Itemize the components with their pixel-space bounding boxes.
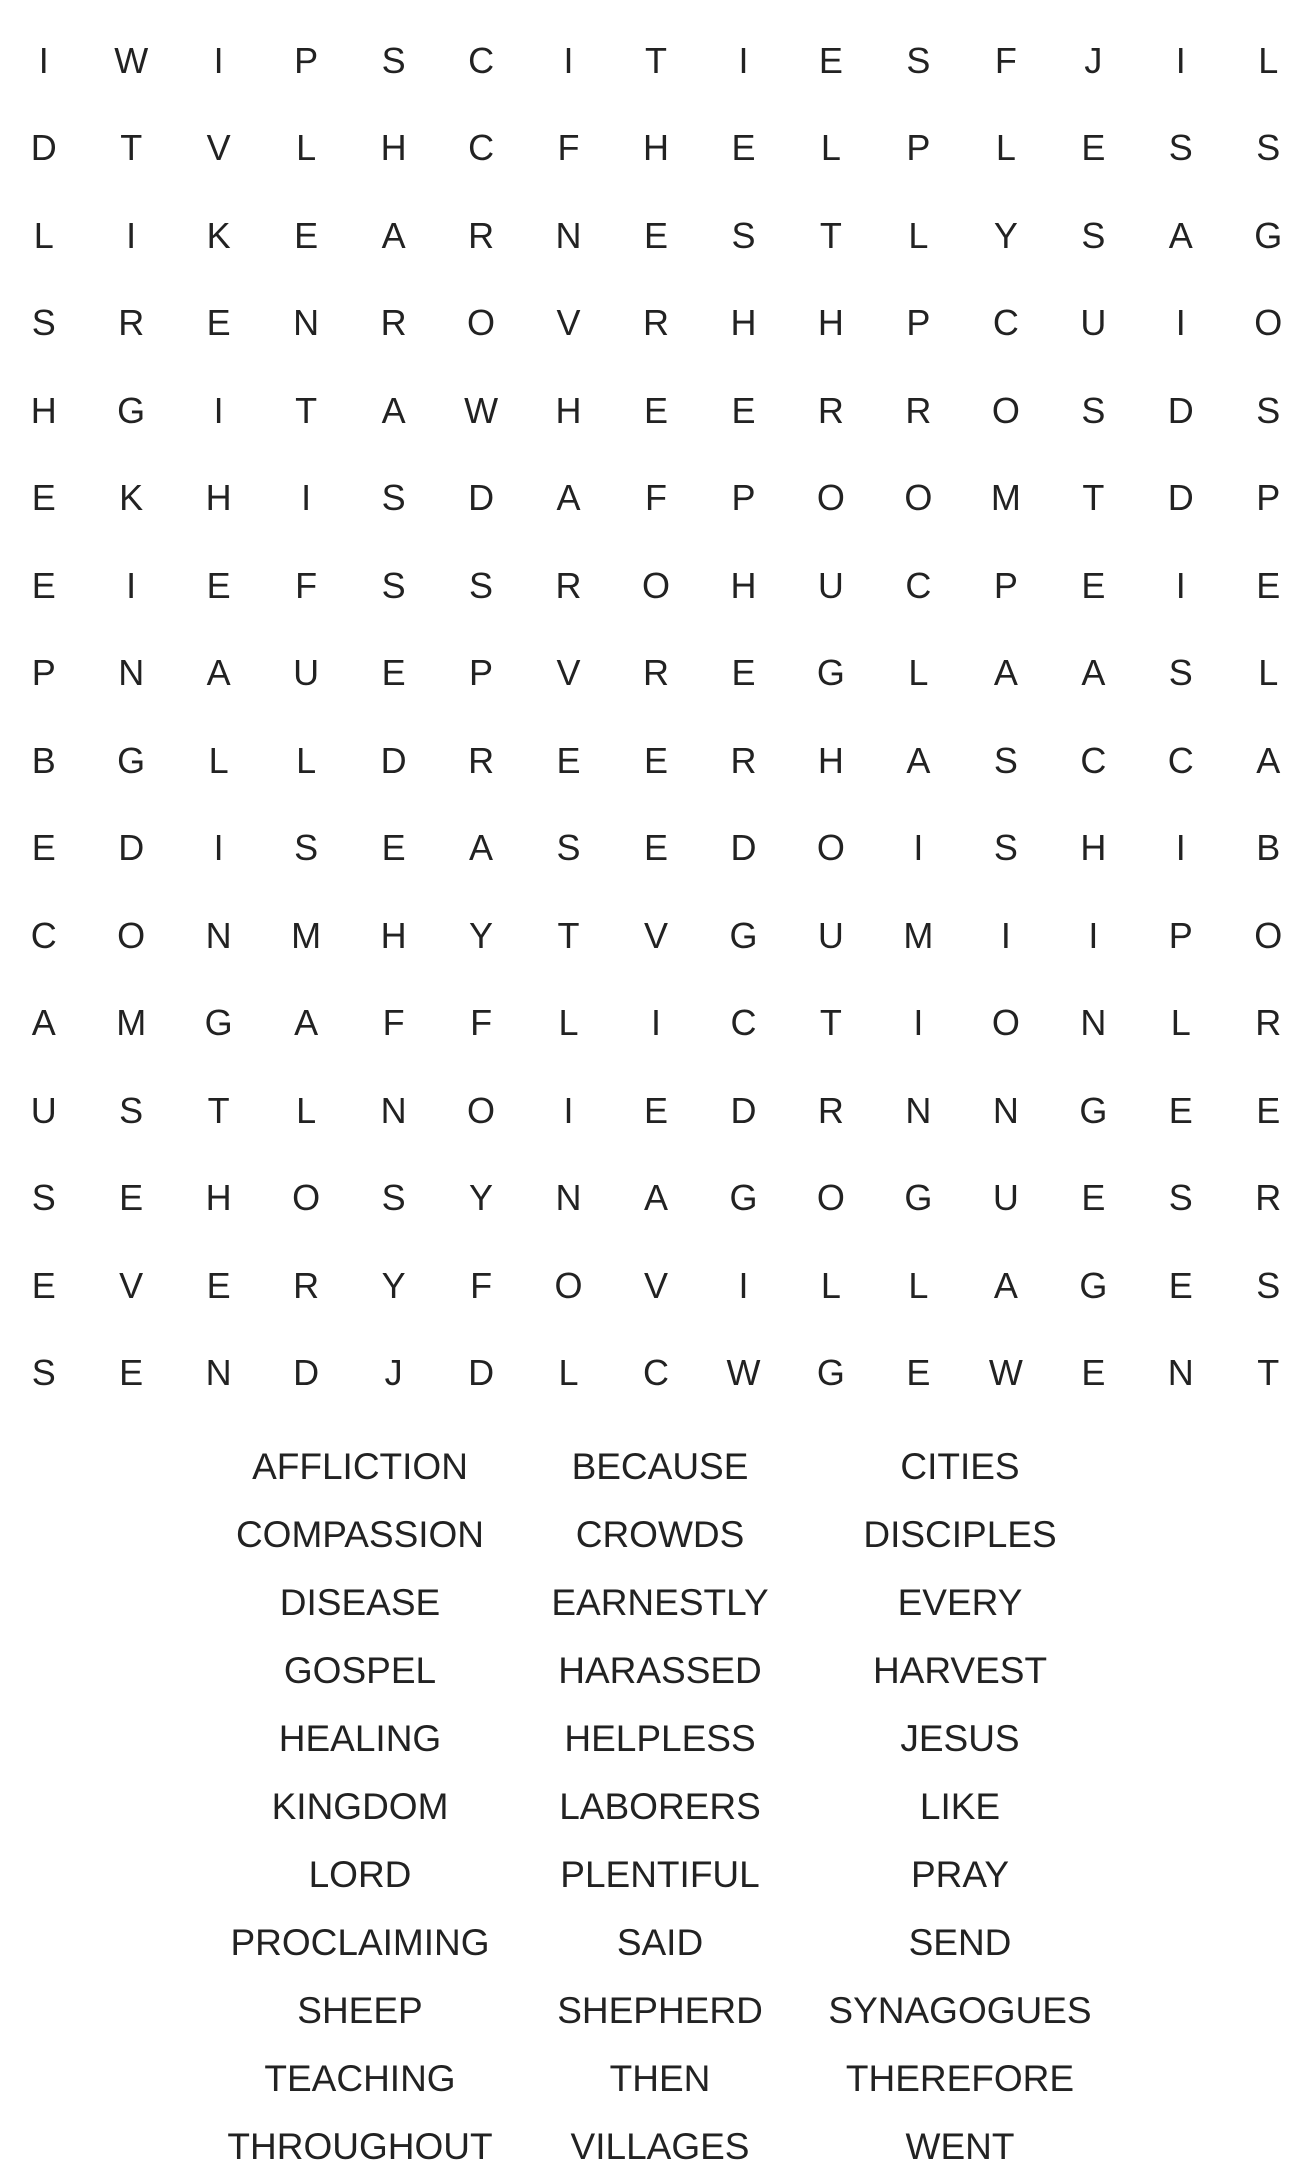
grid-cell[interactable]: L: [558, 1352, 579, 1394]
grid-cell[interactable]: A: [1256, 739, 1281, 781]
grid-cell[interactable]: E: [906, 1352, 931, 1394]
grid-cell[interactable]: T: [295, 389, 318, 431]
word-list-item: BECAUSE: [571, 1445, 749, 1487]
grid-cell[interactable]: V: [119, 1264, 144, 1306]
grid-cell[interactable]: T: [819, 1002, 842, 1044]
grid-cell[interactable]: N: [205, 1352, 232, 1394]
grid-cell[interactable]: E: [206, 302, 231, 344]
grid-cell[interactable]: C: [1080, 739, 1107, 781]
grid-cell[interactable]: L: [33, 214, 54, 256]
grid-cell[interactable]: N: [905, 1089, 932, 1131]
grid-cell[interactable]: S: [556, 827, 581, 869]
grid-cell[interactable]: E: [643, 827, 668, 869]
grid-cell[interactable]: H: [380, 914, 407, 956]
word-list-item: EARNESTLY: [551, 1581, 769, 1623]
grid-cell[interactable]: A: [993, 1264, 1018, 1306]
grid-cell[interactable]: V: [643, 1264, 668, 1306]
grid-cell[interactable]: S: [1168, 652, 1193, 694]
grid-cell[interactable]: O: [816, 1177, 845, 1219]
grid-cell[interactable]: H: [730, 564, 757, 606]
word-list-item: SEND: [908, 1921, 1012, 1963]
grid-cell[interactable]: S: [469, 564, 494, 606]
grid-cell[interactable]: E: [643, 389, 668, 431]
word-list-item: THEREFORE: [845, 2057, 1075, 2099]
grid-cell[interactable]: B: [31, 739, 56, 781]
word-list-item: SYNAGOGUES: [828, 1989, 1092, 2031]
grid-cell[interactable]: I: [213, 827, 224, 869]
grid-cell[interactable]: S: [1256, 1264, 1281, 1306]
grid-cell[interactable]: V: [206, 127, 231, 169]
grid-cell[interactable]: N: [555, 214, 582, 256]
grid-cell[interactable]: W: [988, 1352, 1023, 1394]
grid-cell[interactable]: I: [126, 214, 137, 256]
word-list-item: GOSPEL: [283, 1649, 437, 1691]
grid-cell[interactable]: E: [31, 827, 56, 869]
grid-cell[interactable]: I: [1175, 39, 1186, 81]
grid-cell[interactable]: S: [1256, 389, 1281, 431]
grid-cell[interactable]: T: [120, 127, 143, 169]
grid-cell[interactable]: U: [992, 1177, 1019, 1219]
grid-cell[interactable]: A: [31, 1002, 56, 1044]
grid-cell[interactable]: I: [738, 1264, 749, 1306]
grid-cell[interactable]: N: [1080, 1002, 1107, 1044]
grid-cell[interactable]: D: [1167, 389, 1194, 431]
word-list-item: SHEPHERD: [557, 1989, 763, 2031]
word-list-item: DISEASE: [279, 1581, 441, 1623]
grid-cell[interactable]: E: [119, 1177, 144, 1219]
grid-cell[interactable]: I: [1000, 914, 1011, 956]
grid-cell[interactable]: U: [817, 914, 844, 956]
grid-cell[interactable]: R: [1255, 1002, 1282, 1044]
grid-cell[interactable]: I: [38, 39, 49, 81]
grid-cell[interactable]: E: [381, 652, 406, 694]
grid-cell[interactable]: R: [905, 389, 932, 431]
grid-cell[interactable]: G: [117, 739, 146, 781]
word-bank: [210, 1432, 1110, 2180]
word-list-item: HEALING: [278, 1717, 442, 1759]
grid-cell[interactable]: F: [644, 477, 667, 519]
grid-cell[interactable]: M: [990, 477, 1021, 519]
grid-cell[interactable]: S: [119, 1089, 144, 1131]
grid-cell[interactable]: L: [558, 1002, 579, 1044]
grid-cell[interactable]: C: [905, 564, 932, 606]
grid-cell[interactable]: S: [1168, 127, 1193, 169]
grid-cell[interactable]: C: [992, 302, 1019, 344]
grid-cell[interactable]: I: [1088, 914, 1099, 956]
word-list-item: SAID: [616, 1921, 704, 1963]
grid-cell[interactable]: E: [818, 39, 843, 81]
grid-cell[interactable]: R: [817, 1089, 844, 1131]
grid-cell[interactable]: E: [31, 477, 56, 519]
grid-cell[interactable]: M: [903, 914, 934, 956]
grid-cell[interactable]: A: [469, 827, 494, 869]
grid-cell[interactable]: P: [731, 477, 756, 519]
grid-cell[interactable]: E: [1081, 1352, 1106, 1394]
word-list-item: CROWDS: [575, 1513, 745, 1555]
grid-cell[interactable]: L: [820, 127, 841, 169]
grid-cell[interactable]: T: [1082, 477, 1105, 519]
grid-cell[interactable]: S: [294, 827, 319, 869]
grid-cell[interactable]: H: [730, 302, 757, 344]
grid-cell[interactable]: O: [554, 1264, 583, 1306]
grid-cell[interactable]: E: [294, 214, 319, 256]
word-list-item: LABORERS: [559, 1785, 761, 1827]
word-list-item: SHEEP: [297, 1989, 423, 2031]
word-list-item: JESUS: [900, 1717, 1020, 1759]
word-list-item: HARVEST: [872, 1649, 1048, 1691]
grid-cell[interactable]: U: [817, 564, 844, 606]
grid-cell[interactable]: C: [730, 1002, 757, 1044]
word-list-item: PLENTIFUL: [560, 1853, 760, 1895]
grid-cell[interactable]: H: [642, 127, 669, 169]
grid-cell[interactable]: S: [993, 827, 1018, 869]
grid-cell[interactable]: G: [1254, 214, 1283, 256]
grid-cell[interactable]: N: [293, 302, 320, 344]
grid-cell[interactable]: D: [468, 1352, 495, 1394]
grid-cell[interactable]: A: [381, 214, 406, 256]
word-list-item: HELPLESS: [564, 1717, 756, 1759]
grid-cell[interactable]: I: [913, 827, 924, 869]
grid-cell[interactable]: L: [908, 1264, 929, 1306]
grid-cell[interactable]: Y: [469, 1177, 494, 1219]
word-list-item: EVERY: [897, 1581, 1023, 1623]
word-list-item: WENT: [905, 2125, 1015, 2167]
grid-cell[interactable]: L: [1258, 652, 1279, 694]
grid-cell[interactable]: R: [1255, 1177, 1282, 1219]
word-list-item: VILLAGES: [570, 2125, 750, 2167]
grid-cell[interactable]: O: [467, 302, 496, 344]
grid-cell[interactable]: R: [555, 564, 582, 606]
grid-cell[interactable]: V: [556, 302, 581, 344]
grid-cell[interactable]: O: [1254, 302, 1283, 344]
grid-cell[interactable]: R: [118, 302, 145, 344]
grid-cell[interactable]: O: [641, 564, 670, 606]
grid-cell[interactable]: D: [730, 1089, 757, 1131]
grid-cell[interactable]: O: [816, 827, 845, 869]
grid-cell[interactable]: N: [380, 1089, 407, 1131]
grid-cell[interactable]: S: [31, 302, 56, 344]
grid-cell[interactable]: E: [556, 739, 581, 781]
grid-cell[interactable]: D: [293, 1352, 320, 1394]
word-list-item: LORD: [308, 1853, 412, 1895]
grid-cell[interactable]: S: [31, 1177, 56, 1219]
grid-cell[interactable]: P: [906, 127, 931, 169]
grid-cell[interactable]: R: [642, 652, 669, 694]
grid-cell[interactable]: I: [213, 39, 224, 81]
grid-cell[interactable]: E: [1256, 1089, 1281, 1131]
grid-cell[interactable]: P: [294, 39, 319, 81]
grid-cell[interactable]: J: [1084, 39, 1103, 81]
grid-cell[interactable]: C: [642, 1352, 669, 1394]
word-list-item: PRAY: [910, 1853, 1009, 1895]
grid-cell[interactable]: O: [467, 1089, 496, 1131]
grid-cell[interactable]: N: [205, 914, 232, 956]
grid-cell[interactable]: E: [1081, 1177, 1106, 1219]
grid-cell[interactable]: G: [816, 652, 845, 694]
grid-cell[interactable]: H: [555, 389, 582, 431]
grid-cell[interactable]: G: [117, 389, 146, 431]
grid-cell[interactable]: L: [296, 1089, 317, 1131]
grid-cell[interactable]: A: [643, 1177, 668, 1219]
grid-cell[interactable]: A: [1168, 214, 1193, 256]
grid-cell[interactable]: A: [556, 477, 581, 519]
grid-cell[interactable]: S: [381, 564, 406, 606]
grid-cell[interactable]: V: [556, 652, 581, 694]
grid-cell[interactable]: H: [817, 302, 844, 344]
word-list-item: KINGDOM: [271, 1785, 449, 1827]
grid-cell[interactable]: K: [119, 477, 144, 519]
grid-cell[interactable]: T: [1257, 1352, 1280, 1394]
grid-cell[interactable]: E: [643, 1089, 668, 1131]
word-list-item: DISCIPLES: [863, 1513, 1057, 1555]
grid-cell[interactable]: C: [30, 914, 57, 956]
grid-cell[interactable]: D: [730, 827, 757, 869]
grid-cell[interactable]: P: [1256, 477, 1281, 519]
grid-cell[interactable]: I: [1175, 827, 1186, 869]
grid-cell[interactable]: E: [1168, 1089, 1193, 1131]
grid-cell[interactable]: F: [470, 1002, 493, 1044]
word-list-item: TEACHING: [264, 2057, 456, 2099]
grid-cell[interactable]: R: [730, 739, 757, 781]
grid-cell[interactable]: S: [1256, 127, 1281, 169]
grid-cell[interactable]: F: [470, 1264, 493, 1306]
grid-cell[interactable]: E: [731, 389, 756, 431]
grid-cell[interactable]: S: [906, 39, 931, 81]
grid-cell[interactable]: U: [293, 652, 320, 694]
grid-cell[interactable]: G: [904, 1177, 933, 1219]
grid-cell[interactable]: S: [381, 1177, 406, 1219]
grid-cell[interactable]: I: [126, 564, 137, 606]
grid-cell[interactable]: A: [381, 389, 406, 431]
grid-cell[interactable]: G: [204, 1002, 233, 1044]
grid-cell[interactable]: P: [906, 302, 931, 344]
grid-cell[interactable]: H: [205, 477, 232, 519]
grid-cell[interactable]: I: [1175, 302, 1186, 344]
grid-cell[interactable]: W: [114, 39, 149, 81]
grid-cell[interactable]: T: [207, 1089, 230, 1131]
grid-cell[interactable]: N: [992, 1089, 1019, 1131]
grid-cell[interactable]: G: [816, 1352, 845, 1394]
grid-cell[interactable]: O: [816, 477, 845, 519]
grid-cell[interactable]: Y: [993, 214, 1018, 256]
grid-cell[interactable]: I: [1175, 564, 1186, 606]
grid-cell[interactable]: S: [1081, 214, 1106, 256]
grid-cell[interactable]: F: [295, 564, 318, 606]
grid-cell[interactable]: L: [1170, 1002, 1191, 1044]
grid-cell[interactable]: W: [726, 1352, 761, 1394]
grid-cell[interactable]: A: [294, 1002, 319, 1044]
grid-cell[interactable]: D: [380, 739, 407, 781]
grid-cell[interactable]: C: [1167, 739, 1194, 781]
grid-cell[interactable]: I: [738, 39, 749, 81]
grid-cell[interactable]: L: [208, 739, 229, 781]
grid-cell[interactable]: O: [991, 389, 1020, 431]
grid-cell[interactable]: R: [817, 389, 844, 431]
grid-cell[interactable]: S: [1168, 1177, 1193, 1219]
word-list-item: THROUGHOUT: [227, 2125, 493, 2167]
grid-cell[interactable]: M: [116, 1002, 147, 1044]
grid-cell[interactable]: E: [643, 214, 668, 256]
grid-cell[interactable]: R: [642, 302, 669, 344]
grid-cell[interactable]: I: [563, 1089, 574, 1131]
grid-cell[interactable]: G: [729, 914, 758, 956]
word-list-item: THEN: [609, 2057, 711, 2099]
grid-cell[interactable]: S: [993, 739, 1018, 781]
grid-cell[interactable]: R: [380, 302, 407, 344]
grid-cell[interactable]: C: [468, 127, 495, 169]
grid-cell[interactable]: D: [30, 127, 57, 169]
grid-cell[interactable]: N: [555, 1177, 582, 1219]
grid-cell[interactable]: S: [1081, 389, 1106, 431]
grid-cell[interactable]: D: [1167, 477, 1194, 519]
grid-cell[interactable]: E: [1081, 127, 1106, 169]
word-list-item: AFFLICTION: [252, 1445, 468, 1487]
grid-cell[interactable]: A: [993, 652, 1018, 694]
grid-cell[interactable]: D: [468, 477, 495, 519]
grid-cell[interactable]: P: [1168, 914, 1193, 956]
grid-cell[interactable]: O: [991, 1002, 1020, 1044]
word-list-item: CITIES: [900, 1445, 1020, 1487]
grid-cell[interactable]: E: [731, 127, 756, 169]
grid-cell[interactable]: I: [213, 389, 224, 431]
grid-cell[interactable]: Y: [381, 1264, 406, 1306]
word-list-item: COMPASSION: [235, 1513, 485, 1555]
grid-cell[interactable]: Y: [469, 914, 494, 956]
grid-cell[interactable]: R: [468, 214, 495, 256]
grid-cell[interactable]: L: [995, 127, 1016, 169]
grid-cell[interactable]: O: [904, 477, 933, 519]
grid-cell[interactable]: U: [1080, 302, 1107, 344]
grid-cell[interactable]: F: [557, 127, 580, 169]
grid-cell[interactable]: C: [468, 39, 495, 81]
grid-cell[interactable]: P: [469, 652, 494, 694]
grid-cell[interactable]: E: [206, 564, 231, 606]
grid-cell[interactable]: L: [908, 214, 929, 256]
grid-cell[interactable]: K: [206, 214, 231, 256]
grid-cell[interactable]: J: [384, 1352, 403, 1394]
grid-cell[interactable]: S: [381, 39, 406, 81]
grid-cell[interactable]: E: [643, 739, 668, 781]
grid-cell[interactable]: S: [731, 214, 756, 256]
grid-cell[interactable]: T: [557, 914, 580, 956]
grid-cell[interactable]: T: [819, 214, 842, 256]
grid-cell[interactable]: E: [119, 1352, 144, 1394]
grid-cell[interactable]: F: [382, 1002, 405, 1044]
grid-cell[interactable]: G: [729, 1177, 758, 1219]
grid-cell[interactable]: E: [1256, 564, 1281, 606]
grid-cell[interactable]: L: [908, 652, 929, 694]
grid-cell[interactable]: V: [643, 914, 668, 956]
grid-cell[interactable]: E: [31, 564, 56, 606]
grid-cell[interactable]: E: [381, 827, 406, 869]
grid-cell[interactable]: U: [30, 1089, 57, 1131]
grid-cell[interactable]: H: [205, 1177, 232, 1219]
grid-cell[interactable]: L: [1258, 39, 1279, 81]
grid-cell[interactable]: L: [296, 127, 317, 169]
grid-cell[interactable]: P: [993, 564, 1018, 606]
grid-cell[interactable]: I: [301, 477, 312, 519]
grid-cell[interactable]: A: [206, 652, 231, 694]
letter-grid: [0, 17, 1312, 1418]
grid-cell[interactable]: E: [1081, 564, 1106, 606]
grid-cell[interactable]: O: [1254, 914, 1283, 956]
grid-cell[interactable]: P: [31, 652, 56, 694]
grid-cell[interactable]: H: [817, 739, 844, 781]
grid-cell[interactable]: H: [30, 389, 57, 431]
grid-cell[interactable]: A: [1081, 652, 1106, 694]
grid-cell[interactable]: W: [464, 389, 499, 431]
grid-cell[interactable]: N: [1167, 1352, 1194, 1394]
grid-cell[interactable]: L: [296, 739, 317, 781]
grid-cell[interactable]: T: [644, 39, 667, 81]
word-list-item: HARASSED: [558, 1649, 762, 1691]
grid-cell[interactable]: E: [31, 1264, 56, 1306]
grid-cell[interactable]: M: [291, 914, 322, 956]
grid-cell[interactable]: G: [1079, 1089, 1108, 1131]
grid-cell[interactable]: E: [206, 1264, 231, 1306]
grid-cell[interactable]: E: [731, 652, 756, 694]
grid-cell[interactable]: E: [1168, 1264, 1193, 1306]
grid-cell[interactable]: O: [117, 914, 146, 956]
grid-cell[interactable]: B: [1256, 827, 1281, 869]
grid-cell[interactable]: S: [381, 477, 406, 519]
grid-cell[interactable]: I: [913, 1002, 924, 1044]
word-list-item: LIKE: [919, 1785, 1001, 1827]
grid-cell[interactable]: H: [380, 127, 407, 169]
grid-cell[interactable]: L: [820, 1264, 841, 1306]
grid-cell[interactable]: N: [118, 652, 145, 694]
grid-cell[interactable]: I: [650, 1002, 661, 1044]
grid-cell[interactable]: I: [563, 39, 574, 81]
word-list-item: PROCLAIMING: [230, 1921, 490, 1963]
grid-cell[interactable]: H: [1080, 827, 1107, 869]
grid-cell[interactable]: R: [293, 1264, 320, 1306]
grid-cell[interactable]: G: [1079, 1264, 1108, 1306]
grid-cell[interactable]: D: [118, 827, 145, 869]
grid-cell[interactable]: R: [468, 739, 495, 781]
grid-cell[interactable]: S: [31, 1352, 56, 1394]
grid-cell[interactable]: O: [292, 1177, 321, 1219]
grid-cell[interactable]: A: [906, 739, 931, 781]
grid-cell[interactable]: F: [994, 39, 1017, 81]
